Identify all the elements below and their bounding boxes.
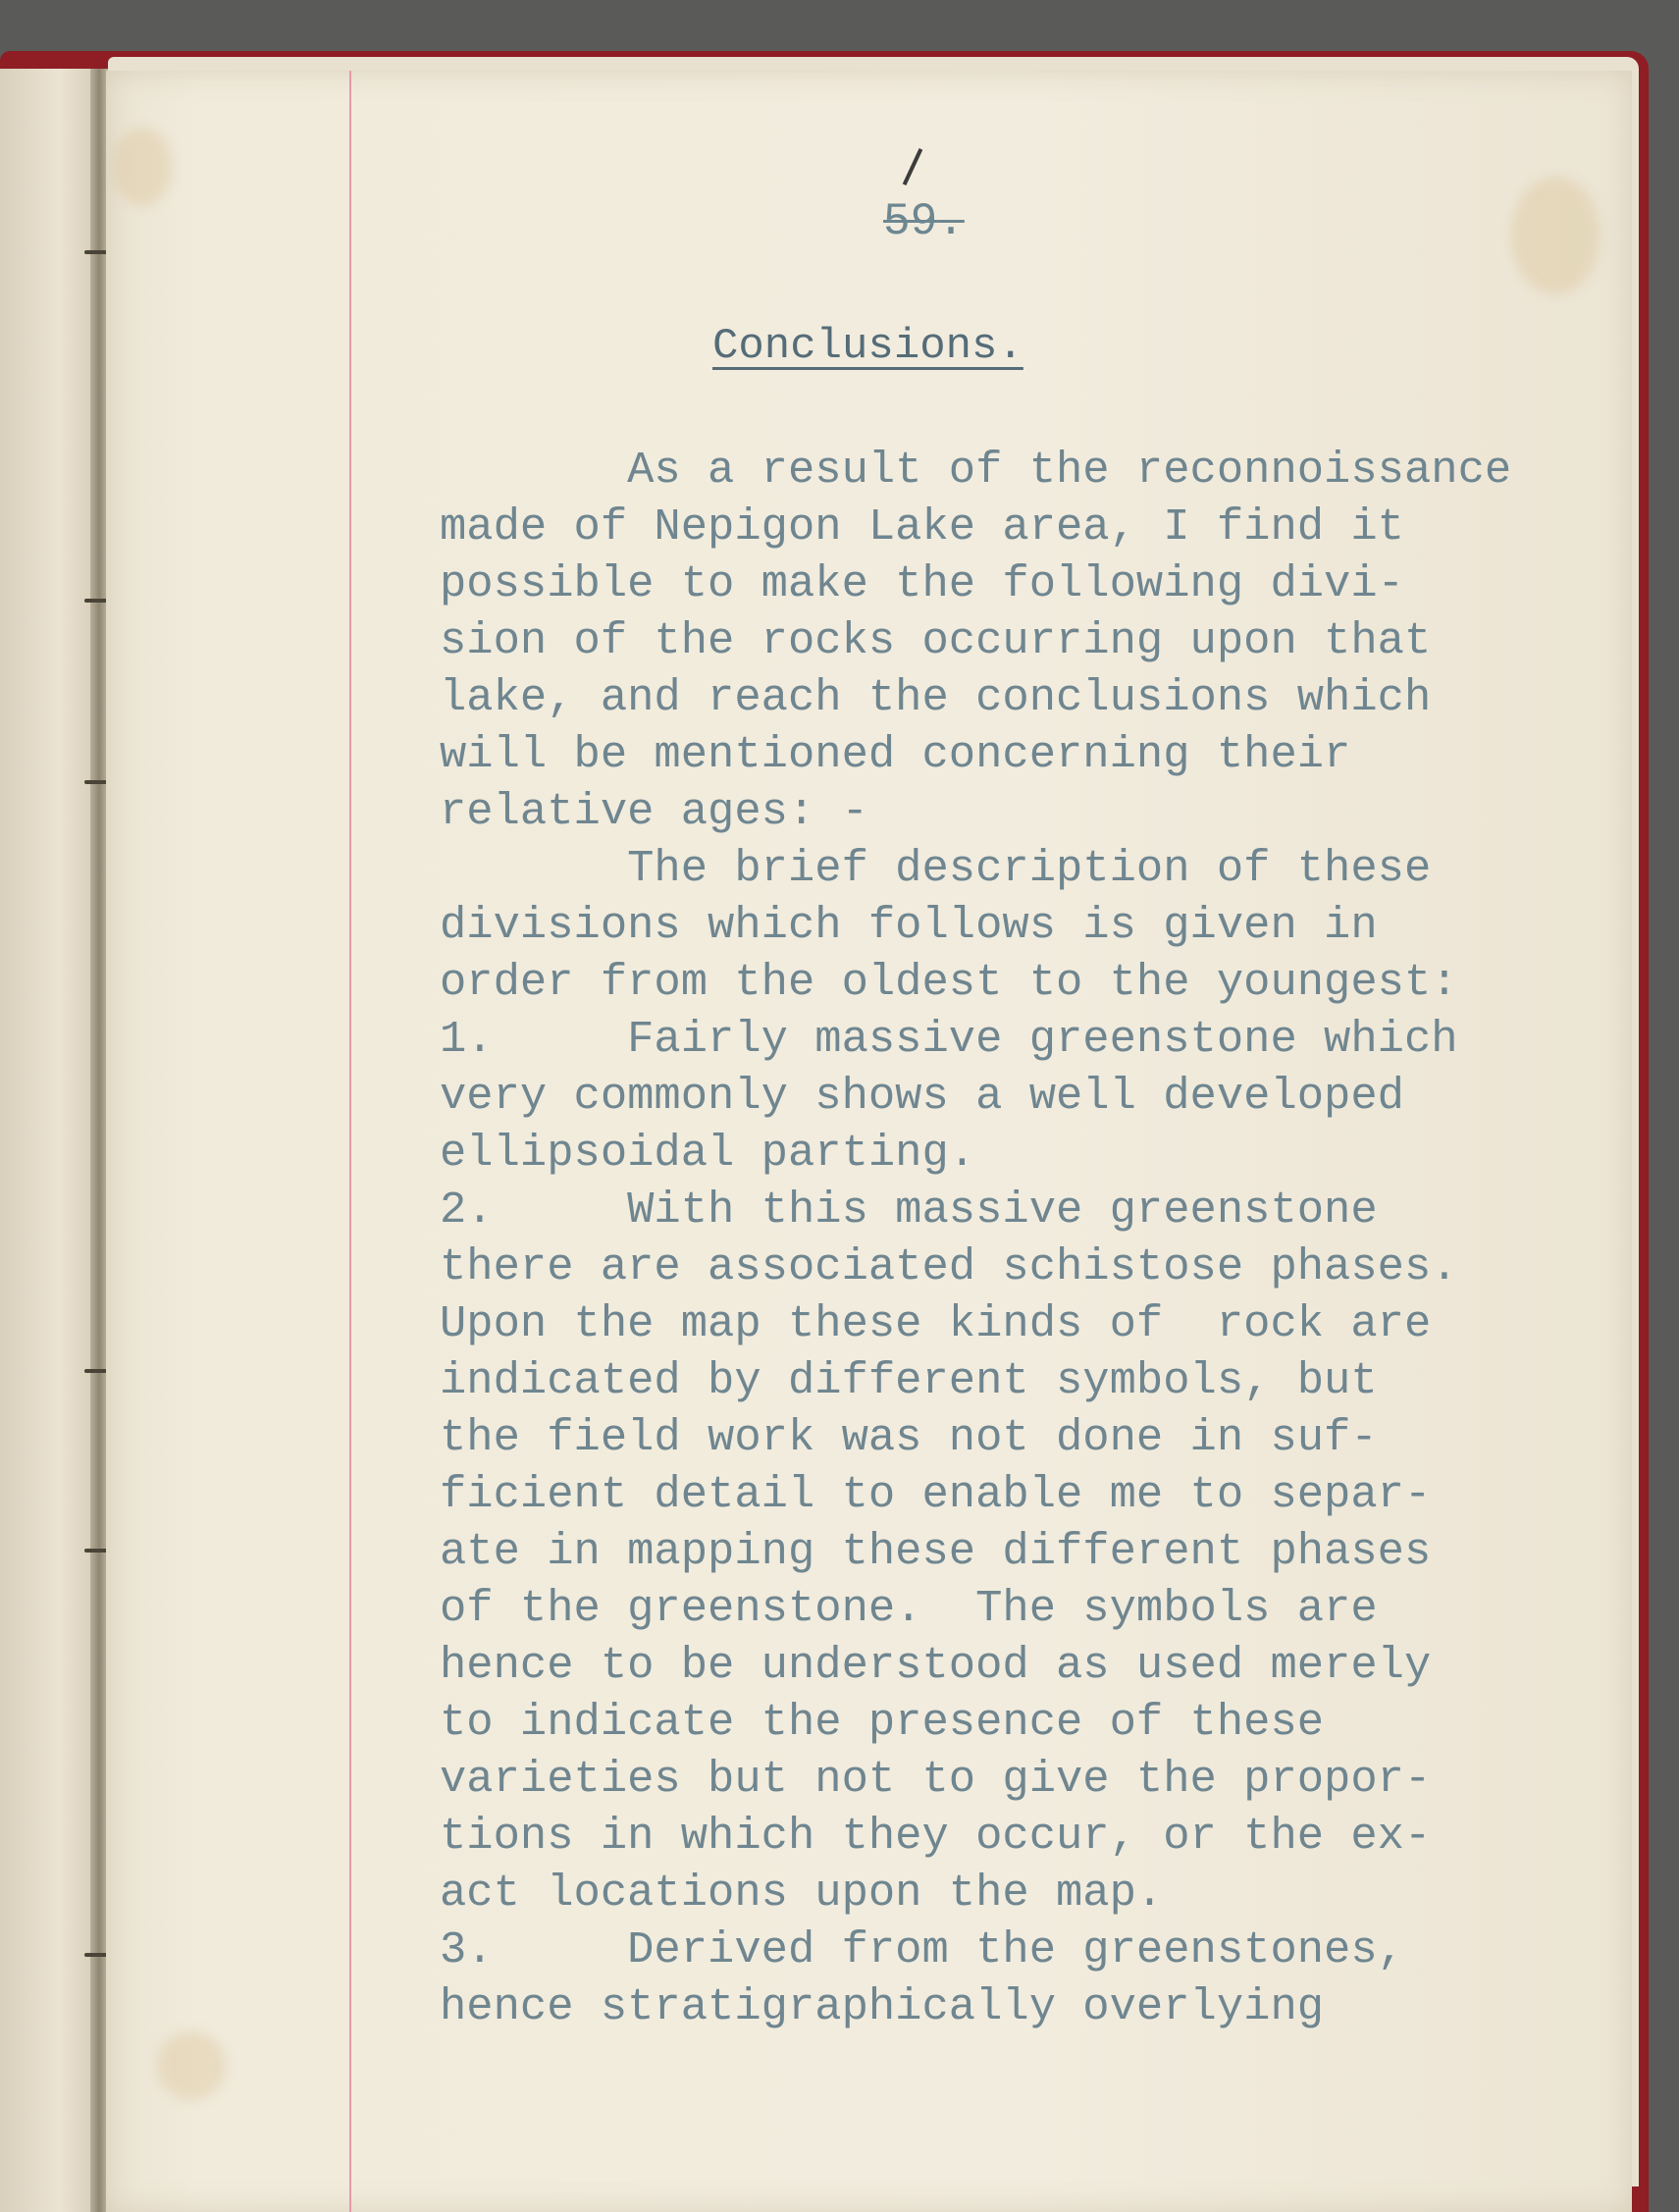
text-line: to indicate the presence of these (440, 1697, 1325, 1748)
text-line: ellipsoidal parting. (440, 1128, 976, 1179)
text-line: 1. Fairly massive greenstone which (440, 1014, 1458, 1065)
text-line: 3. Derived from the greenstones, (440, 1924, 1404, 1975)
text-line: possible to make the following divi- (440, 558, 1404, 609)
paper-stain (157, 2031, 226, 2100)
text-line: there are associated schistose phases. (440, 1241, 1458, 1292)
margin-line (349, 71, 351, 2212)
text-line: very commonly shows a well developed (440, 1071, 1404, 1122)
text-line: lake, and reach the conclusions which (440, 672, 1432, 723)
page-title: Conclusions. (712, 322, 1023, 371)
text-line: the field work was not done in suf- (440, 1412, 1378, 1463)
text-line: relative ages: - (440, 786, 868, 837)
text-line: order from the oldest to the youngest: (440, 957, 1458, 1008)
text-line: As a result of the reconnoissance (440, 445, 1512, 496)
text-line: divisions which follows is given in (440, 900, 1378, 951)
text-line: ficient detail to enable me to separ- (440, 1469, 1432, 1520)
text-line: varieties but not to give the propor- (440, 1754, 1432, 1805)
text-line: ate in mapping these different phases (440, 1526, 1432, 1577)
text-line: sion of the rocks occurring upon that (440, 615, 1432, 666)
body-text (440, 442, 1578, 2035)
page-number: 59. (883, 196, 965, 247)
text-line: tions in which they occur, or the ex- (440, 1811, 1432, 1862)
text-line: The brief description of these (440, 843, 1432, 894)
text-line: made of Nepigon Lake area, I find it (440, 501, 1404, 553)
text-line: Upon the map these kinds of rock are (440, 1298, 1432, 1349)
text-line: act locations upon the map. (440, 1868, 1164, 1919)
paper-stain (1511, 177, 1600, 294)
paper-stain (113, 128, 172, 206)
text-line: hence to be understood as used merely (440, 1640, 1432, 1691)
text-line: indicated by different symbols, but (440, 1355, 1378, 1406)
text-line: 2. With this massive greenstone (440, 1185, 1378, 1236)
text-line: will be mentioned concerning their (440, 729, 1351, 780)
text-line: of the greenstone. The symbols are (440, 1583, 1378, 1634)
text-line: hence stratigraphically overlying (440, 1981, 1325, 2032)
